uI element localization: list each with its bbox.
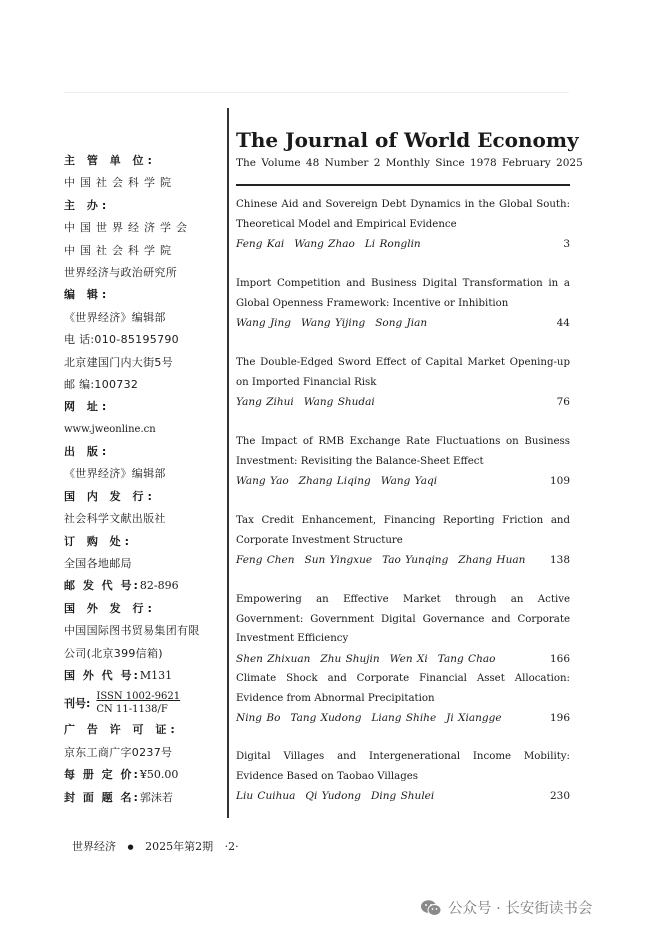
article-title[interactable]: Climate Shock and Corporate Financial Asset Allocation: Evidence from Abnormal Precipitation [236,673,570,704]
masthead-line [64,262,224,284]
article-title[interactable]: The Impact of RMB Exchange Rate Fluctuations on Business Investment: Revisiting the Balance-Sheet Effect [236,436,570,467]
masthead-line [64,172,224,194]
author-name: Feng Kai [236,238,285,250]
article-entry[interactable] [236,432,570,491]
masthead-label: 主 办: [64,198,111,212]
masthead-line [64,665,224,687]
title-rule [236,184,570,186]
masthead-value: 010-85195790 [94,333,179,347]
masthead-line [64,463,224,485]
article-authors [236,550,525,570]
masthead-line [64,486,224,508]
masthead-line [64,531,224,553]
watermark-text: 公众号 · 长安街读书会 [448,901,593,917]
masthead-line [64,553,224,575]
article-title[interactable]: Import Competition and Business Digital Transformation in a Global Openness Framework: Incentive or Inhibition [236,278,570,309]
article-byline [236,550,570,570]
article-byline [236,708,570,728]
article-page-number: 44 [556,317,570,329]
masthead-line [64,240,224,262]
masthead-line [64,787,224,809]
masthead-label: 中国世界经济学会 [64,221,192,235]
wechat-icon [420,899,442,917]
article-authors [236,649,495,669]
masthead-value: ¥50.00 [139,768,179,782]
masthead-label: 编 辑: [64,288,111,302]
author-name: Tang Chao [437,652,496,665]
masthead-line [64,620,224,642]
masthead-label: 邮 编: [64,377,95,391]
author-name: Wen Xi [389,652,428,665]
article-entry[interactable] [236,511,570,570]
masthead-label: 邮 发 代 号: [64,579,140,593]
article-title[interactable]: Chinese Aid and Sovereign Debt Dynamics in the Global South: Theoretical Model and Empirical Evidence [236,199,570,230]
issn-block [64,687,224,719]
masthead-label: 中国社会科学院 [64,243,176,257]
author-name: Qi Yudong [305,790,361,802]
masthead-label: 网 址: [64,400,111,414]
masthead-label: 封 面 题 名: [64,790,140,804]
masthead-label: 社会科学文献出版社 [64,512,166,526]
footer-dot: ● [127,843,134,851]
masthead-label: 订 购 处: [64,534,134,548]
author-name: Ding Shulei [371,790,435,802]
author-name: Zhu Shujin [320,652,380,665]
article-entry[interactable] [236,195,570,254]
author-name: Ning Bo [236,712,281,724]
author-name: Song Jian [375,317,428,329]
masthead-label: 公司(北京399信箱) [64,646,163,660]
article-authors [236,392,375,412]
masthead-line [64,719,224,741]
masthead-label: 北京建国门内大街5号 [64,355,173,369]
article-page-number: 166 [549,652,570,665]
masthead-label: 世界经济与政治研究所 [64,265,177,279]
masthead-label: 《世界经济》编辑部 [64,467,166,481]
article-entry[interactable] [236,274,570,333]
author-name: Zhang Huan [458,554,526,566]
masthead-label: 主 管 单 位: [64,154,156,167]
footer-page-number: ·2· [224,840,239,853]
masthead-label: 《世界经济》编辑部 [64,310,166,324]
masthead-line [64,217,224,239]
masthead [64,150,224,809]
author-name: Li Ronglin [364,238,421,250]
author-name: Yang Zihui [236,396,294,408]
article-entry[interactable] [236,590,570,669]
article-byline [236,786,570,806]
masthead-label: 出 版: [64,445,111,459]
article-byline [236,471,570,491]
masthead-line [64,643,224,665]
masthead-line [64,441,224,463]
footer-issue: 2025年第2期 [145,840,214,853]
issn-label: 刊号: [64,697,91,711]
author-name: Tang Xudong [290,712,362,724]
article-page-number: 76 [556,396,570,408]
masthead-label: 广 告 许 可 证: [64,723,179,737]
masthead-label: 全国各地邮局 [64,557,132,571]
article-byline [236,649,570,669]
article-byline [236,313,570,333]
article-authors [236,708,502,728]
article-authors [236,471,437,491]
top-rule [64,92,569,93]
masthead-line [64,352,224,374]
page-footer [72,838,247,854]
article-title[interactable]: The Double-Edged Sword Effect of Capital Market Opening-up on Imported Financial Risk [236,357,570,388]
masthead-line [64,307,224,329]
masthead-value: M131 [139,668,173,682]
author-name: Sun Yingxue [304,554,373,566]
article-entry[interactable] [236,747,570,806]
article-entry[interactable] [236,353,570,412]
article-page-number: 196 [549,712,570,724]
article-authors [236,786,434,806]
masthead-label: 国 外 发 行: [64,601,156,615]
author-name: Feng Chen [236,554,295,566]
masthead-label: 中国国际图书贸易集团有限 [64,624,200,638]
masthead-value: 100732 [94,377,139,391]
masthead-line [64,284,224,306]
author-name: Wang Shudai [303,396,375,408]
article-title[interactable]: Tax Credit Enhancement, Financing Reporting Friction and Corporate Investment Structure [236,515,570,546]
masthead-label: 京东工商广字0237号 [64,745,173,759]
masthead-line [64,598,224,620]
journal-title: The Journal of World Economy [236,128,579,152]
masthead-line [64,374,224,396]
article-authors [236,234,421,254]
article-authors [236,313,427,333]
author-name: Wang Yaqi [380,475,438,487]
author-name: Liang Shihe [371,712,437,724]
article-page-number: 230 [549,790,570,802]
masthead-value: 82-896 [139,579,179,593]
author-name: Zhang Liqing [298,475,371,487]
article-byline [236,234,570,254]
issn-number: ISSN 1002-9621 [96,691,181,703]
masthead-value: 郭沫若 [139,790,173,804]
masthead-line [64,764,224,786]
masthead-line [64,195,224,217]
article-title[interactable]: Digital Villages and Intergenerational Income Mobility: Evidence Based on Taobao Villages [236,751,570,782]
masthead-line [64,742,224,764]
author-name: Ji Xiangge [446,712,502,724]
article-page-number: 3 [563,238,570,250]
masthead-line [64,150,224,172]
column-divider [227,108,229,818]
masthead-label: 电 话: [64,333,95,347]
author-name: Wang Zhao [294,238,355,250]
masthead-label: 国 外 代 号: [64,668,140,682]
masthead-label: 每 册 定 价: [64,768,140,782]
masthead-label: www.jweonline.cn [64,423,156,435]
masthead-line [64,419,224,441]
author-name: Wang Yijing [301,317,366,329]
author-name: Wang Yao [236,475,289,487]
article-byline [236,392,570,412]
article-title[interactable]: Empowering an Effective Market through an Active Government: Government Digital Governance and Corporate Investment Efficiency [236,594,570,644]
watermark [420,897,592,918]
journal-meta: The Volume 48 Number 2 Monthly Since 1978 February 2025 [236,157,583,169]
masthead-label: 中国社会科学院 [64,176,176,190]
masthead-line [64,575,224,597]
masthead-line [64,396,224,418]
footer-journal: 世界经济 [72,840,116,853]
cn-number: CN 11-1138/F [96,704,168,716]
article-entry[interactable] [236,669,570,728]
article-page-number: 109 [549,475,570,487]
author-name: Liu Cuihua [236,790,296,802]
author-name: Tao Yunqing [382,554,449,566]
masthead-line [64,508,224,530]
article-page-number: 138 [549,554,570,566]
author-name: Wang Jing [236,317,292,329]
masthead-line [64,329,224,351]
masthead-label: 国 内 发 行: [64,489,156,503]
author-name: Shen Zhixuan [236,652,311,665]
